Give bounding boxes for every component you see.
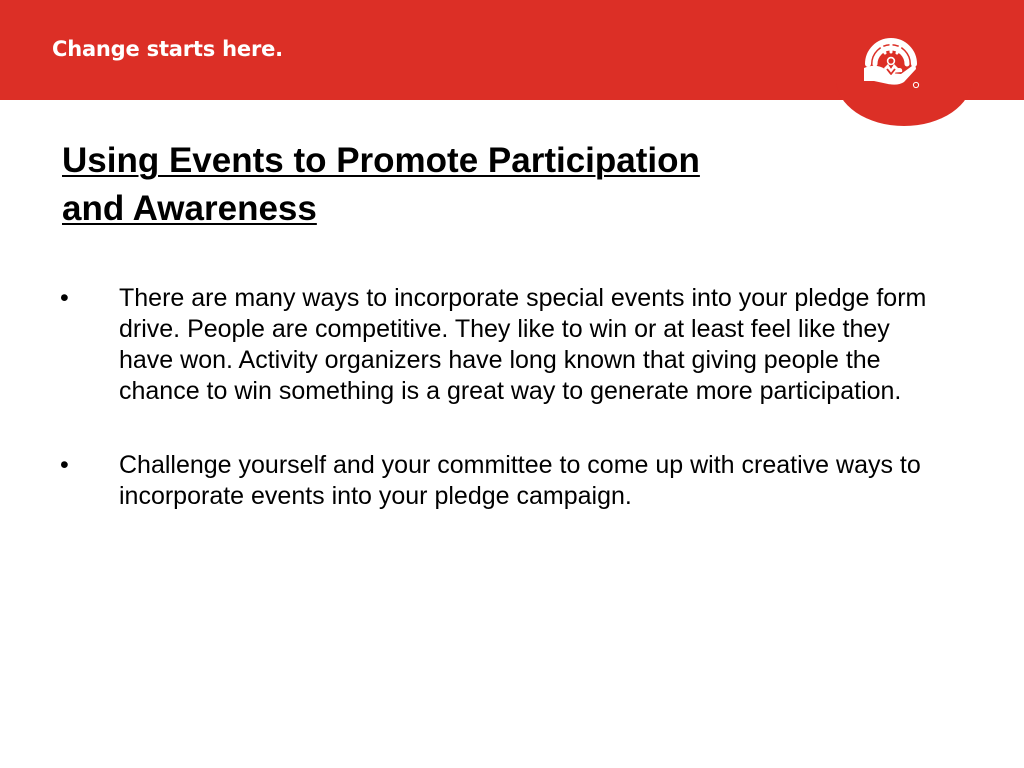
slide-title-line-1: Using Events to Promote Participation [62, 141, 700, 180]
list-item [60, 450, 960, 512]
tagline: Change starts here. [52, 37, 283, 61]
united-way-logo-icon [858, 28, 924, 94]
bullet-text: Challenge yourself and your committee to come up with creative ways to incorporate events into your pledge campaign. [119, 451, 921, 510]
bullet-list [60, 283, 960, 512]
list-item [60, 283, 960, 407]
slide-title [62, 137, 862, 233]
bullet-text: There are many ways to incorporate special events into your pledge form drive. People are competitive. They like to win or at least feel like they have won. Activity organizers have long known that giving people the chance to win something is a great way to generate more participation. [119, 284, 927, 405]
bullet-icon: • [60, 451, 69, 479]
slide-title-line-2: and Awareness [62, 189, 317, 228]
bullet-icon: • [60, 284, 69, 312]
